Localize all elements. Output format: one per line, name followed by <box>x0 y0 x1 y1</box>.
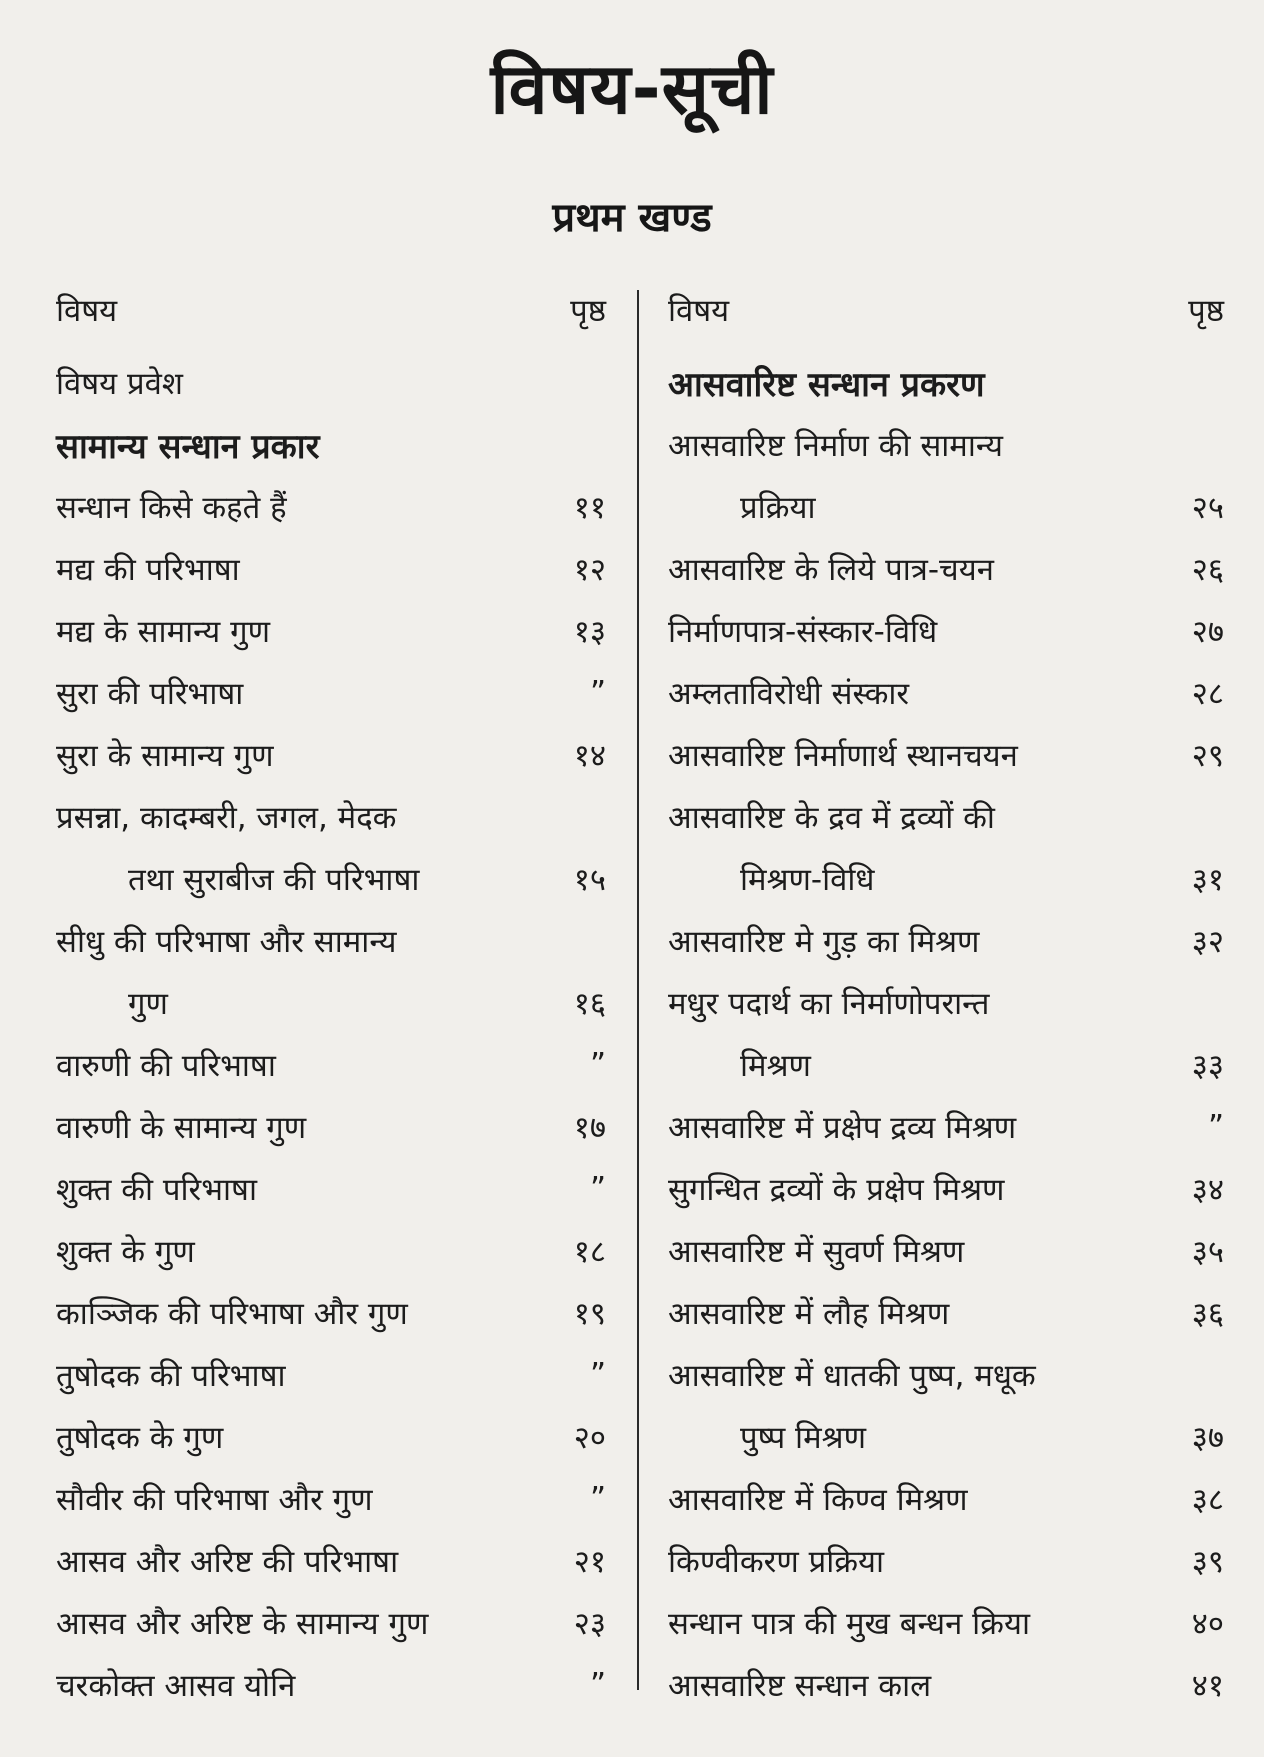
toc-entry-title: मधुर पदार्थ का निर्माणोपरान्त <box>668 986 990 1022</box>
toc-entry-title: तुषोदक की परिभाषा <box>56 1358 286 1394</box>
toc-entry-page: २९ <box>1191 738 1224 774</box>
section-heading: सामान्य सन्धान प्रकार <box>56 427 320 467</box>
left-toc-row <box>56 913 606 969</box>
toc-entry-page: १७ <box>573 1110 606 1146</box>
toc-entry-title: प्रक्रिया <box>740 490 816 526</box>
left-toc-row <box>56 1409 606 1465</box>
right-toc-row <box>668 1037 1224 1093</box>
toc-entry-title: आसवारिष्ट के द्रव में द्रव्यों की <box>668 800 995 836</box>
toc-entry-page: १५ <box>573 862 606 898</box>
right-toc-row <box>668 727 1224 783</box>
toc-entry-title: तुषोदक के गुण <box>56 1420 224 1456</box>
left-toc-row <box>56 851 606 907</box>
left-toc-row <box>56 1471 606 1527</box>
toc-entry-page: ३२ <box>1191 924 1224 960</box>
left-toc-row <box>56 1037 606 1093</box>
toc-entry-title: सुरा की परिभाषा <box>56 676 244 712</box>
toc-entry-title: शुक्त की परिभाषा <box>56 1172 257 1208</box>
right-page-header: पृष्ठ <box>1188 293 1224 329</box>
right-toc-row <box>668 1533 1224 1589</box>
toc-entry-title: गुण <box>128 986 168 1022</box>
toc-entry-page: ” <box>589 1047 606 1083</box>
right-column-header <box>668 286 1224 334</box>
right-toc-row <box>668 1347 1224 1403</box>
toc-entry-page: ३८ <box>1191 1482 1224 1518</box>
toc-entry-page: १६ <box>573 986 606 1022</box>
toc-entry-title: आसवारिष्ट में सुवर्ण मिश्रण <box>668 1234 965 1270</box>
left-toc-row <box>56 479 606 535</box>
toc-entry-page: ११ <box>573 490 606 526</box>
toc-entry-page: १२ <box>573 552 606 588</box>
left-column-header <box>56 286 606 334</box>
toc-entry-page: २० <box>573 1420 606 1456</box>
left-toc-row <box>56 1595 606 1651</box>
toc-entry-title: काञ्जिक की परिभाषा और गुण <box>56 1296 408 1332</box>
toc-entry-title: मिश्रण-विधि <box>740 862 875 898</box>
toc-entry-page: १३ <box>573 614 606 650</box>
right-toc-row <box>668 665 1224 721</box>
left-toc-row <box>56 1347 606 1403</box>
left-page-header: पृष्ठ <box>570 293 606 329</box>
section-heading: आसवारिष्ट सन्धान प्रकरण <box>668 365 985 405</box>
left-subject-header: विषय <box>56 293 118 329</box>
left-toc-row <box>56 727 606 783</box>
right-toc-row <box>668 1595 1224 1651</box>
right-toc-row <box>668 603 1224 659</box>
toc-entry-page: ” <box>589 1667 606 1703</box>
toc-entry-page: २३ <box>573 1606 606 1642</box>
toc-entry-page: १४ <box>573 738 606 774</box>
section-title: प्रथम खण्ड <box>552 195 712 241</box>
toc-entry-page: २५ <box>1191 490 1224 526</box>
right-toc-row <box>668 851 1224 907</box>
toc-entry-page: १९ <box>573 1296 606 1332</box>
toc-entry-page: ३१ <box>1191 862 1224 898</box>
right-toc-row <box>668 1161 1224 1217</box>
toc-entry-title: आसवारिष्ट निर्माणार्थ स्थानचयन <box>668 738 1018 774</box>
toc-entry-page: ३६ <box>1191 1296 1224 1332</box>
toc-entry-page: २६ <box>1191 552 1224 588</box>
right-toc-row <box>668 417 1224 473</box>
toc-entry-page: १८ <box>573 1234 606 1270</box>
toc-entry-title: किण्वीकरण प्रक्रिया <box>668 1544 885 1580</box>
toc-entry-page: ४० <box>1191 1606 1224 1642</box>
right-toc-row <box>668 1657 1224 1713</box>
column-divider <box>637 290 639 1690</box>
toc-entry-title: आसवारिष्ट में धातकी पुष्प, मधूक <box>668 1358 1036 1394</box>
toc-entry-title: मद्य की परिभाषा <box>56 552 240 588</box>
toc-entry-title: सन्धान पात्र की मुख बन्धन क्रिया <box>668 1606 1030 1642</box>
toc-entry-title: सौवीर की परिभाषा और गुण <box>56 1482 373 1518</box>
left-toc-row <box>56 789 606 845</box>
toc-entry-title: आसवारिष्ट में लौह मिश्रण <box>668 1296 950 1332</box>
toc-entry-title: तथा सुराबीज की परिभाषा <box>128 862 420 898</box>
toc-entry-title: आसवारिष्ट मे गुड़ का मिश्रण <box>668 924 980 960</box>
toc-entry-title: आसवारिष्ट निर्माण की सामान्य <box>668 428 1004 464</box>
right-toc-row <box>668 1285 1224 1341</box>
toc-entry-title: चरकोक्त आसव योनि <box>56 1668 296 1704</box>
left-toc-row <box>56 665 606 721</box>
right-toc-row <box>668 789 1224 845</box>
right-toc-row <box>668 355 1224 411</box>
toc-entry-title: प्रसन्ना, कादम्बरी, जगल, मेदक <box>56 800 397 836</box>
right-toc-row <box>668 541 1224 597</box>
left-toc-row <box>56 541 606 597</box>
right-toc-row <box>668 1223 1224 1279</box>
left-toc-row <box>56 1657 606 1713</box>
left-toc-row <box>56 417 606 473</box>
toc-entry-page: ३९ <box>1191 1544 1224 1580</box>
toc-entry-page: ” <box>589 1357 606 1393</box>
toc-entry-page: ३७ <box>1191 1420 1224 1456</box>
left-toc-row <box>56 1533 606 1589</box>
left-toc-row <box>56 1285 606 1341</box>
right-toc-row <box>668 975 1224 1031</box>
toc-entry-page: ३४ <box>1191 1172 1224 1208</box>
toc-entry-title: सुगन्धित द्रव्यों के प्रक्षेप मिश्रण <box>668 1172 1005 1208</box>
left-toc-row <box>56 1161 606 1217</box>
toc-entry-page: ३५ <box>1191 1234 1224 1270</box>
toc-entry-title: पुष्प मिश्रण <box>740 1420 866 1456</box>
right-toc-row <box>668 1409 1224 1465</box>
toc-entry-title: आसवारिष्ट में किण्व मिश्रण <box>668 1482 968 1518</box>
right-subject-header: विषय <box>668 293 730 329</box>
toc-entry-title: आसव और अरिष्ट के सामान्य गुण <box>56 1606 429 1642</box>
left-toc-row <box>56 355 606 411</box>
toc-entry-title: वारुणी की परिभाषा <box>56 1048 276 1084</box>
left-toc-row <box>56 975 606 1031</box>
toc-entry-page: ४१ <box>1191 1668 1224 1704</box>
toc-entry-title: विषय प्रवेश <box>56 366 183 402</box>
toc-entry-title: शुक्त के गुण <box>56 1234 195 1270</box>
toc-entry-title: सुरा के सामान्य गुण <box>56 738 274 774</box>
toc-entry-page: २१ <box>573 1544 606 1580</box>
right-toc-row <box>668 1099 1224 1155</box>
toc-entry-title: सन्धान किसे कहते हैं <box>56 490 287 526</box>
toc-entry-page: ” <box>1207 1109 1224 1145</box>
toc-entry-page: ” <box>589 1481 606 1517</box>
toc-entry-title: मद्य के सामान्य गुण <box>56 614 270 650</box>
toc-entry-title: अम्लताविरोधी संस्कार <box>668 676 910 712</box>
toc-entry-title: मिश्रण <box>740 1048 811 1084</box>
toc-entry-page: ” <box>589 675 606 711</box>
toc-entry-title: आसव और अरिष्ट की परिभाषा <box>56 1544 399 1580</box>
left-toc-row <box>56 603 606 659</box>
right-toc-row <box>668 1471 1224 1527</box>
right-toc-row <box>668 479 1224 535</box>
toc-entry-page: २८ <box>1191 676 1224 712</box>
left-toc-row <box>56 1223 606 1279</box>
toc-entry-page: २७ <box>1191 614 1224 650</box>
left-toc-row <box>56 1099 606 1155</box>
right-toc-row <box>668 913 1224 969</box>
toc-entry-page: ” <box>589 1171 606 1207</box>
toc-entry-title: आसवारिष्ट में प्रक्षेप द्रव्य मिश्रण <box>668 1110 1017 1146</box>
toc-entry-page: ३३ <box>1191 1048 1224 1084</box>
toc-entry-title: आसवारिष्ट सन्धान काल <box>668 1668 932 1704</box>
toc-entry-title: आसवारिष्ट के लिये पात्र-चयन <box>668 552 994 588</box>
toc-entry-title: वारुणी के सामान्य गुण <box>56 1110 307 1146</box>
toc-entry-title: निर्माणपात्र-संस्कार-विधि <box>668 614 938 650</box>
page-title: विषय-सूची <box>490 48 774 130</box>
toc-entry-title: सीधु की परिभाषा और सामान्य <box>56 924 397 960</box>
